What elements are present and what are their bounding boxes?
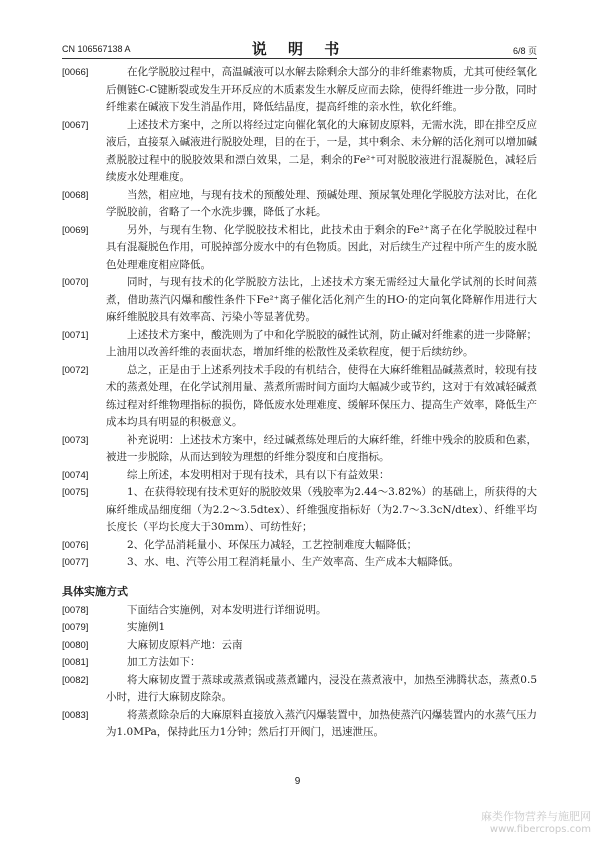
paragraph-number: [0070] — [62, 277, 89, 288]
paragraph-number: [0081] — [62, 657, 89, 668]
paragraph-text: 实施例1 — [127, 621, 166, 633]
paragraph-number: [0067] — [62, 119, 89, 131]
paragraph-text: 2、化学品消耗量小、环保压力减轻，工艺控制难度大幅降低； — [127, 538, 418, 551]
paragraph — [62, 707, 537, 742]
paragraph — [62, 537, 537, 555]
watermark-site-name: 麻类作物营养与施肥网 — [481, 810, 591, 823]
paragraph-group-embodiments — [62, 602, 537, 742]
document-title: 说 明 书 — [251, 40, 348, 58]
paragraph — [62, 432, 537, 467]
paragraph — [62, 484, 537, 537]
paragraph-text: 当然，相应地，与现有技术的预酸处理、预碱处理、预尿氧处理化学脱胶方法对比，在化学脱胶前，省略了一个水洗步骤，降低了水耗。 — [106, 188, 537, 218]
page-header — [62, 36, 537, 60]
paragraph — [62, 222, 537, 275]
paragraph-text: 1、在获得较现有技术更好的脱胶效果（残胶率为2.44～3.82%）的基础上，所获得的大麻纤维成品细度细（为2.2～3.5dtex）、纤维强度指标好（为2.7～3.3cN/dtex）、纤维平均长度长（平均长度大于30mm）、可纺性好； — [106, 486, 537, 533]
paragraph-number: [0074] — [62, 469, 89, 481]
page-number: 9 — [294, 776, 301, 787]
paragraph — [62, 619, 537, 637]
paragraph — [62, 654, 537, 672]
paragraph-number: [0068] — [62, 189, 89, 201]
paragraph-text: 下面结合实施例，对本发明进行详细说明。 — [127, 603, 327, 616]
publication-number: CN 106567138 A — [62, 44, 131, 54]
section-heading: 具体实施方式 — [62, 584, 128, 598]
paragraph-text: 加工方法如下： — [127, 656, 201, 668]
document-body — [62, 64, 537, 742]
section-gap — [62, 572, 537, 582]
paragraph-text: 总之，正是由于上述系列技术手段的有机结合，使得在大麻纤维粗品碱蒸煮时，较现有技术的蒸煮处理，在化学试剂用量、蒸煮所需时间方面均大幅减少或节约，这对于有效减轻碱煮练过程对纤维物理指标的损伤，降低废水处理难度、缓解环保压力、提高生产效率，降低生产成本均具有明显的积极意义。 — [106, 363, 537, 428]
paragraph-number: [0066] — [62, 67, 89, 78]
paragraph-text: 将大麻韧皮置于蒸球或蒸煮锅或蒸煮罐内，浸没在蒸煮液中，加热至沸腾状态，蒸煮0.5小时，进行大麻韧皮除杂。 — [106, 673, 537, 703]
paragraph — [62, 274, 537, 327]
paragraph — [62, 602, 537, 620]
header-divider — [62, 58, 537, 59]
paragraph-number: [0082] — [62, 674, 89, 686]
paragraph — [62, 467, 537, 485]
paragraph-text: 3、水、电、汽等公用工程消耗量小、生产效率高、生产成本大幅降低。 — [127, 556, 460, 568]
paragraph-number: [0078] — [62, 604, 89, 616]
paragraph-number: [0079] — [62, 622, 89, 633]
paragraph-number: [0072] — [62, 364, 89, 376]
paragraph-text: 大麻韧皮原料产地：云南 — [127, 638, 243, 651]
site-watermark — [481, 810, 591, 836]
paragraph — [62, 187, 537, 222]
paragraph-number: [0083] — [62, 709, 89, 721]
paragraph-group-summary — [62, 64, 537, 572]
paragraph-text: 在化学脱胶过程中，高温碱液可以水解去除剩余大部分的非纤维素物质，尤其可使经氧化后侧链C-C键断裂或发生开环反应的木质素发生水解反应而去除，使得纤维进一步分散，同时纤维素在碱液下发生消晶作用，降低结晶度，提高纤维的亲水性，软化纤维。 — [106, 66, 537, 113]
paragraph — [62, 637, 537, 655]
paragraph — [62, 362, 537, 432]
paragraph-number: [0076] — [62, 539, 89, 551]
paragraph-number: [0077] — [62, 557, 89, 568]
page-count: 6/8 页 — [512, 46, 537, 56]
paragraph — [62, 554, 537, 572]
paragraph-text: 另外，与现有生物、化学脱胶技术相比，此技术由于剩余的Fe²⁺离子在化学脱胶过程中具有混凝脱色作用，可脱掉部分废水中的有色物质。因此，对后续生产过程中所产生的废水脱色处理难度相应降低。 — [106, 223, 537, 271]
paragraph — [62, 327, 537, 362]
paragraph — [62, 672, 537, 707]
paragraph-text: 同时，与现有技术的化学脱胶方法比，上述技术方案无需经过大量化学试剂的长时间蒸煮，借助蒸汽闪爆和酸性条件下Fe²⁺离子催化活化剂产生的HO·的定向氧化降解作用进行大麻纤维脱胶具有效率高、污染小等显著优势。 — [106, 276, 537, 323]
paragraph-text: 综上所述，本发明相对于现有技术，具有以下有益效果： — [127, 468, 390, 481]
watermark-url: www.fibercrops.com — [489, 824, 591, 835]
paragraph-text: 上述技术方案中，酸洗则为了中和化学脱胶的碱性试剂，防止碱对纤维素的进一步降解；上油用以改善纤维的表面状态，增加纤维的松散性及柔软程度，便于后续纺纱。 — [106, 328, 537, 358]
paragraph-number: [0073] — [62, 434, 89, 446]
paragraph-text: 上述技术方案中，之所以将经过定向催化氧化的大麻韧皮原料，无需水洗，即在排空反应液后，直接泵入碱液进行脱胶处理，目的在于，一是，其中剩余、未分解的活化剂可以增加碱煮脱胶过程中的脱胶效果和漂白效果，二是，剩余的Fe²⁺可对脱胶液进行混凝脱色，减轻后续废水处理难度。 — [106, 118, 537, 183]
paragraph-text: 补充说明：上述技术方案中，经过碱煮练处理后的大麻纤维，纤维中残余的胶质和色素，被进一步脱除，从而达到较为理想的纤维分裂度和白度指标。 — [106, 433, 537, 463]
paragraph-number: [0075] — [62, 487, 89, 498]
paragraph-number: [0069] — [62, 224, 89, 236]
paragraph — [62, 117, 537, 187]
paragraph — [62, 64, 537, 117]
paragraph-number: [0071] — [62, 329, 89, 341]
paragraph-text: 将蒸煮除杂后的大麻原料直接放入蒸汽闪爆装置中，加热使蒸汽闪爆装置内的水蒸气压力为1.0MPa，保持此压力1分钟；然后打开阀门，迅速泄压。 — [106, 708, 537, 738]
paragraph-number: [0080] — [62, 639, 89, 651]
